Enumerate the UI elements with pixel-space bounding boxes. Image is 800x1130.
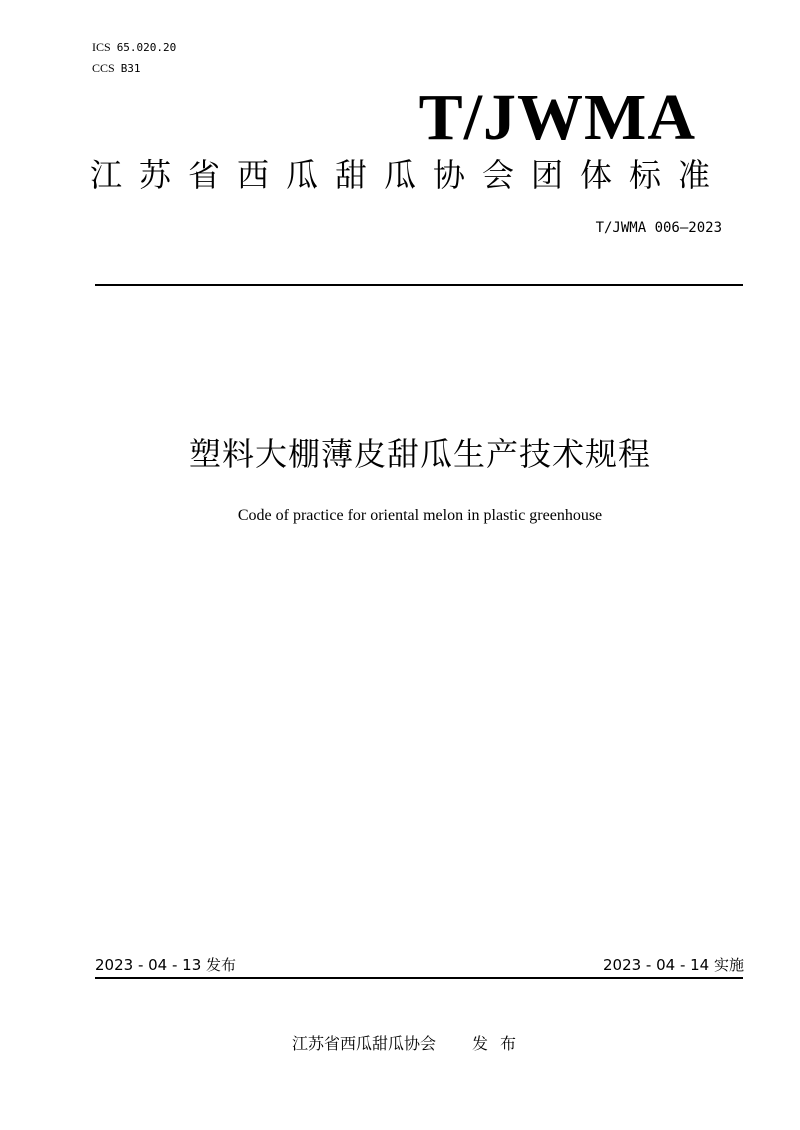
implementation-date: 2023 - 04 - 14 实施: [602, 956, 744, 974]
ics-value: 65.020.20: [116, 41, 177, 54]
publisher-name: 江苏省西瓜甜瓜协会: [291, 1034, 436, 1053]
publish-action: 发布: [472, 1034, 529, 1053]
issue-date: 2023 - 04 - 13 发布: [95, 956, 237, 974]
ccs-value: B31: [120, 62, 141, 75]
ccs-classification: [92, 61, 141, 76]
publisher-line: [0, 1033, 800, 1055]
document-code: T/JWMA 006—2023: [595, 220, 722, 236]
organization-standard-title: 江苏省西瓜甜瓜协会团体标准: [90, 156, 728, 194]
document-title-chinese: 塑料大棚薄皮甜瓜生产技术规程: [188, 435, 651, 473]
footer-divider: [95, 977, 743, 979]
ccs-label: CCS: [92, 61, 115, 75]
document-title-english: Code of practice for oriental melon in plastic greenhouse: [237, 507, 603, 524]
standard-brand: T/JWMA: [418, 81, 696, 154]
ics-classification: [92, 40, 176, 55]
header-divider: [95, 284, 743, 286]
ics-label: ICS: [92, 40, 111, 54]
